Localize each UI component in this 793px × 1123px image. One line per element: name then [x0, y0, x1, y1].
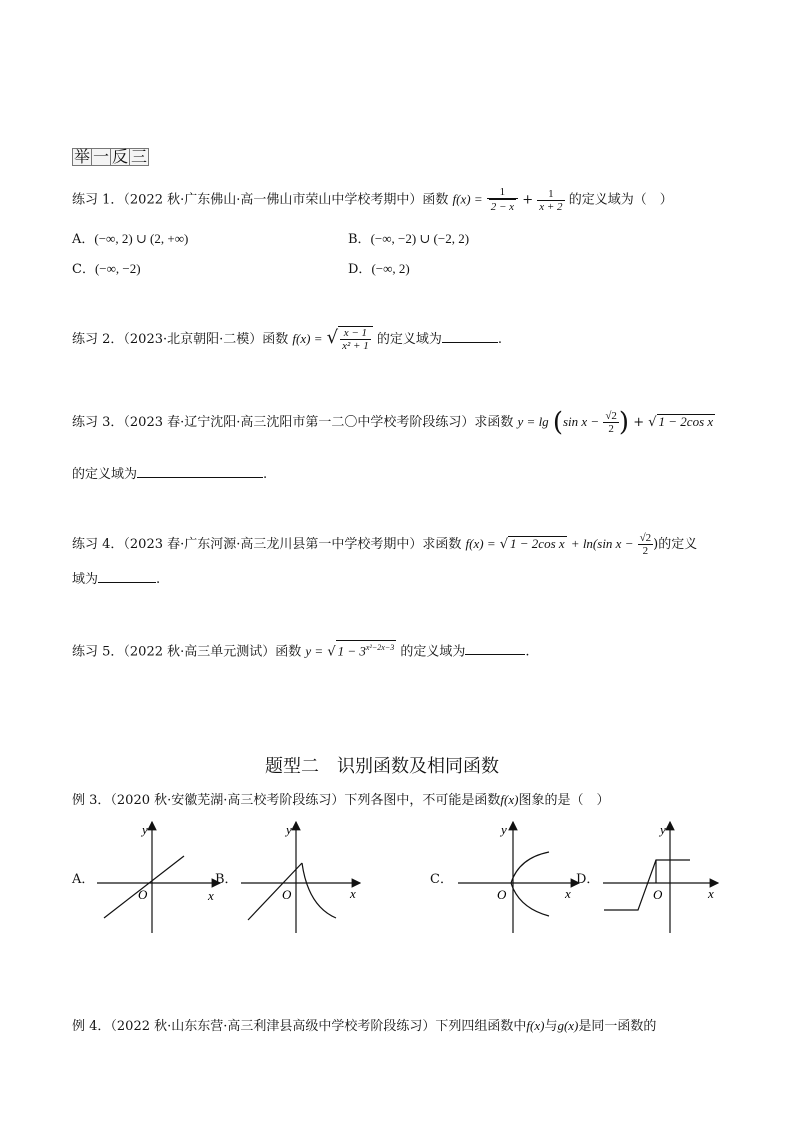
example-3-text: 例 3．（2020 秋·安徽芜湖·高三校考阶段练习）下列各图中，不可能是函数	[72, 793, 501, 808]
exercise-1-option-a: A．(−∞, 2) ∪ (2, +∞)	[72, 231, 189, 247]
answer-blank[interactable]	[137, 465, 263, 478]
example-3-func: f(x)	[500, 792, 519, 807]
exercise-2-suffix: 的定义域为	[376, 332, 442, 347]
section-label	[72, 148, 148, 166]
exercise-1-func: f(x) =	[452, 191, 483, 207]
exercise-1-option-b: B．(−∞, −2) ∪ (−2, 2)	[348, 231, 470, 247]
exercise-3-sqrt: 1 − 2cos x	[658, 414, 714, 429]
example-4-text: 例 4．（2022 秋·山东东营·高三利津县高级中学校考阶段练习）下列四组函数中	[72, 1019, 527, 1034]
graph-c-letter: C．	[430, 872, 453, 887]
section-label-char: 反	[112, 147, 129, 166]
origin-label: O	[653, 887, 663, 902]
graph-a	[92, 818, 224, 936]
graph-a-letter: A．	[72, 872, 95, 887]
exercise-4-prefix: 练习 4．（2023 春·广东河源·高三龙川县第一中学校考期中）求函数	[72, 537, 462, 552]
example-4-g: g(x)	[557, 1018, 579, 1033]
exercise-1-prefix: 练习 1．（2022 秋·广东佛山·高一佛山市荣山中学校考期中）函数	[72, 192, 449, 208]
exercise-4-line2: 域为 .	[72, 572, 161, 587]
exercise-3-line2: 的定义域为 .	[72, 467, 268, 482]
y-label: y	[660, 822, 666, 837]
answer-blank[interactable]	[442, 330, 498, 343]
exercise-2-prefix: 练习 2．（2023·北京朝阳·二模）函数	[72, 332, 289, 347]
graph-right-branch	[302, 863, 336, 918]
exercise-5-prefix: 练习 5．（2022 秋·高三单元测试）函数	[72, 644, 302, 660]
y-label: y	[142, 822, 148, 837]
y-label: y	[501, 822, 507, 837]
exercise-1-term2: $\frac{1}{x + 2}$	[539, 187, 563, 213]
graph-parabola	[511, 852, 549, 916]
exercise-5-exponent: x²−2x−3	[365, 643, 395, 652]
exercise-1-suffix: 的定义域为（ ）	[568, 192, 673, 208]
answer-blank[interactable]	[98, 570, 156, 583]
exercise-3: 练习 3．（2023 春·辽宁沈阳·高三沈阳市第一二〇中学校考阶段练习）求函数 y = lg (sin x − $\frac{√2}{2}$ ) + √ 1 − 2cos x	[72, 407, 714, 438]
graph-d-letter: D．	[576, 872, 600, 887]
example-4: 例 4．（2022 秋·山东东营·高三利津县高级中学校考阶段练习）下列四组函数中f(x)与g(x)是同一函数的	[72, 1018, 657, 1034]
origin-label: O	[282, 887, 292, 902]
origin-label: O	[497, 887, 507, 902]
section-title: 题型二 识别函数及相同函数	[265, 756, 499, 777]
exercise-3-func: y = lg	[517, 414, 549, 429]
answer-blank[interactable]	[465, 642, 525, 655]
exercise-1-option-c: C．(−∞, −2)	[72, 261, 141, 277]
origin-label: O	[138, 887, 148, 902]
exercise-3-fraction: $\frac{√2}{2}$	[605, 410, 617, 435]
graph-b	[236, 818, 364, 936]
graph-b-letter: B．	[215, 872, 238, 887]
x-label: x	[708, 886, 714, 901]
graph-c	[453, 818, 583, 936]
section-label-char: 三	[131, 147, 148, 166]
exercise-4: 练习 4．（2023 春·广东河源·高三龙川县第一中学校考期中）求函数 f(x) = √ 1 − 2cos x + ln(sin x − $\frac{√2}{2}$ )的定义	[72, 532, 698, 557]
exercise-4-sqrt: 1 − 2cos x	[510, 536, 565, 551]
x-label: x	[565, 886, 571, 901]
exercise-2-fraction: $\frac{x - 1}{\text{x² + 1}}$	[342, 327, 369, 352]
exercise-3-prefix: 练习 3．（2023 春·辽宁沈阳·高三沈阳市第一二〇中学校考阶段练习）求函数	[72, 415, 514, 430]
graph-piecewise	[604, 860, 690, 910]
exercise-1-plus: +	[522, 192, 534, 208]
example-4-f: f(x)	[526, 1018, 545, 1033]
exercise-4-fraction: $\frac{√2}{2}$	[639, 532, 652, 557]
graph-d	[598, 818, 722, 936]
exercise-5: 练习 5．（2022 秋·高三单元测试）函数 y = √ $1 - 3^{x^2-2x-3}$ 的定义域为 .	[72, 640, 530, 660]
x-label: x	[350, 886, 356, 901]
example-3	[72, 792, 609, 809]
section-label-char: 举	[74, 147, 91, 166]
exercise-2-func: f(x) =	[292, 331, 323, 346]
y-label: y	[286, 822, 292, 837]
section-label-char: 一	[93, 147, 110, 166]
exercise-1-option-d: D．(−∞, 2)	[348, 261, 410, 277]
x-label: x	[208, 888, 214, 903]
exercise-2: 练习 2．（2023·北京朝阳·二模）函数 f(x) = √ $\frac{x - 1}{\text{x² + 1}}$ 的定义域为 .	[72, 327, 502, 352]
graph-left-branch	[248, 863, 302, 920]
example-3-suffix: 图象的是（ ）	[518, 793, 610, 808]
exercise-1	[72, 186, 673, 214]
exercise-1-term1: $\frac{1}{2 - x}$	[487, 186, 518, 214]
